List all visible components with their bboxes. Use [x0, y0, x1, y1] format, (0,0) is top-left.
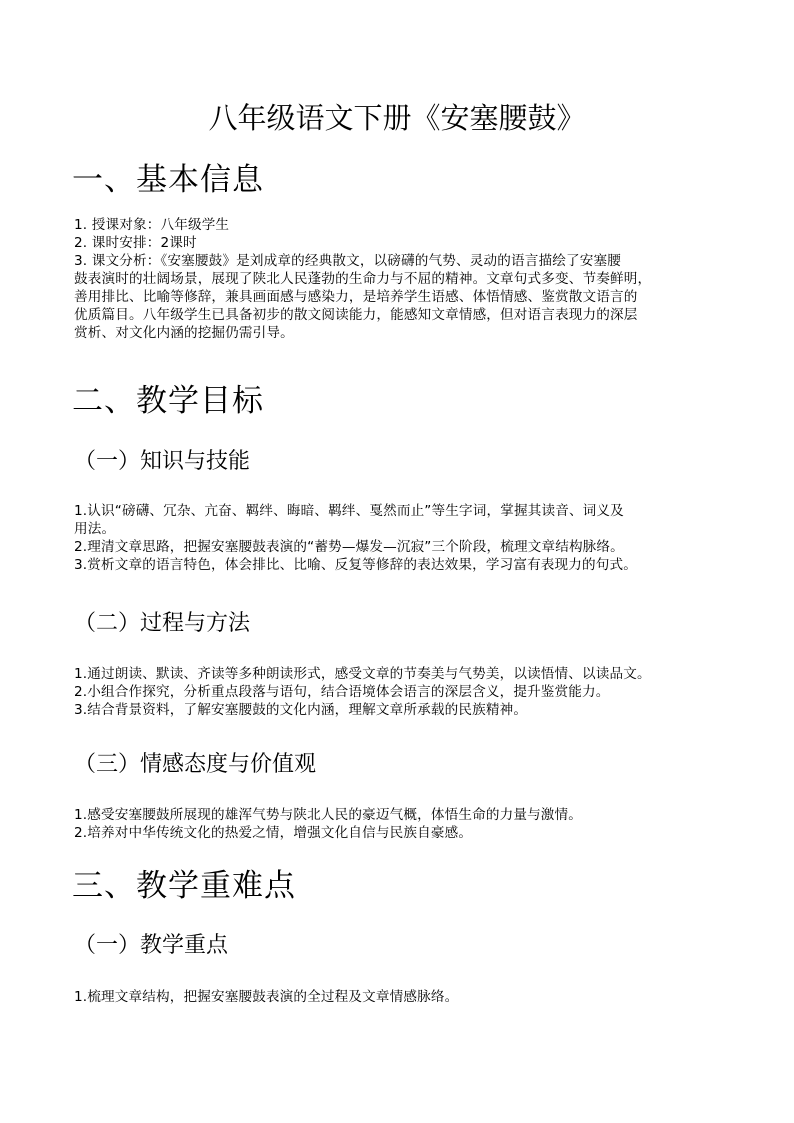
list-item: 2.小组合作探究，分析重点段落与语句，结合语境体会语言的深层含义，提升鉴赏能力。	[74, 684, 610, 700]
list-item: 1.认识“磅礴、冗杂、亢奋、羁绊、晦暗、羁绊、戛然而止”等生字词，掌握其读音、词义及	[74, 503, 624, 519]
list-item: 1.通过朗读、默读、齐读等多种朗读形式，感受文章的节奏美与气势美，以读悟情、以读品文。	[74, 666, 651, 682]
paragraph-line: 优质篇目。八年级学生已具备初步的散文阅读能力，能感知文章情感，但对语言表现力的深层	[74, 307, 638, 323]
process-methods-list	[74, 665, 734, 719]
list-item: 3.赏析文章的语言特色，体会排比、比喻、反复等修辞的表达效果，学习富有表现力的句式。	[74, 557, 638, 573]
list-item: 3. 课文分析：《安塞腰鼓》是刘成章的经典散文，以磅礴的气势、灵动的语言描绘了安塞腰	[74, 253, 621, 269]
list-item: 3.结合背景资料，了解安塞腰鼓的文化内涵，理解文章所承载的民族精神。	[74, 702, 528, 718]
section-heading-basic-info: 一、基本信息	[72, 162, 264, 198]
knowledge-skills-list	[74, 502, 734, 574]
list-item: 1. 授课对象：八年级学生	[74, 217, 230, 233]
list-item: 用法。	[74, 521, 116, 537]
list-item: 2.培养对中华传统文化的热爱之情，增强文化自信与民族自豪感。	[74, 825, 473, 841]
document-title: 八年级语文下册《安塞腰鼓》	[208, 101, 586, 135]
subsection-heading-process-methods: （二）过程与方法	[74, 611, 251, 636]
subsection-heading-emotion-values: （三）情感态度与价值观	[74, 752, 317, 777]
section-heading-teaching-goals: 二、教学目标	[72, 383, 264, 419]
list-item: 2.理清文章思路，把握安塞腰鼓表演的“蓄势—爆发—沉寂”三个阶段，梳理文章结构脉络。	[74, 539, 624, 555]
basic-info-list	[74, 216, 734, 342]
subsection-heading-teaching-focus: （一）教学重点	[74, 933, 229, 958]
paragraph-line: 赏析、对文化内涵的挖掘仍需引导。	[74, 325, 294, 341]
paragraph-line: 鼓表演时的壮阔场景，展现了陕北人民蓬勃的生命力与不屈的精神。文章句式多变、节奏鲜明，	[74, 271, 652, 287]
subsection-heading-knowledge-skills: （一）知识与技能	[74, 449, 251, 474]
list-item: 1.感受安塞腰鼓所展现的雄浑气势与陕北人民的豪迈气概，体悟生命的力量与激情。	[74, 807, 583, 823]
paragraph-line: 善用排比、比喻等修辞，兼具画面感与感染力，是培养学生语感、体悟情感、鉴赏散文语言的	[74, 289, 638, 305]
emotion-values-list	[74, 806, 734, 842]
section-heading-key-difficult-points: 三、教学重难点	[72, 868, 296, 904]
teaching-focus-list	[74, 988, 734, 1006]
list-item: 1.梳理文章结构，把握安塞腰鼓表演的全过程及文章情感脉络。	[74, 989, 459, 1005]
list-item: 2. 课时安排：2课时	[74, 235, 197, 251]
